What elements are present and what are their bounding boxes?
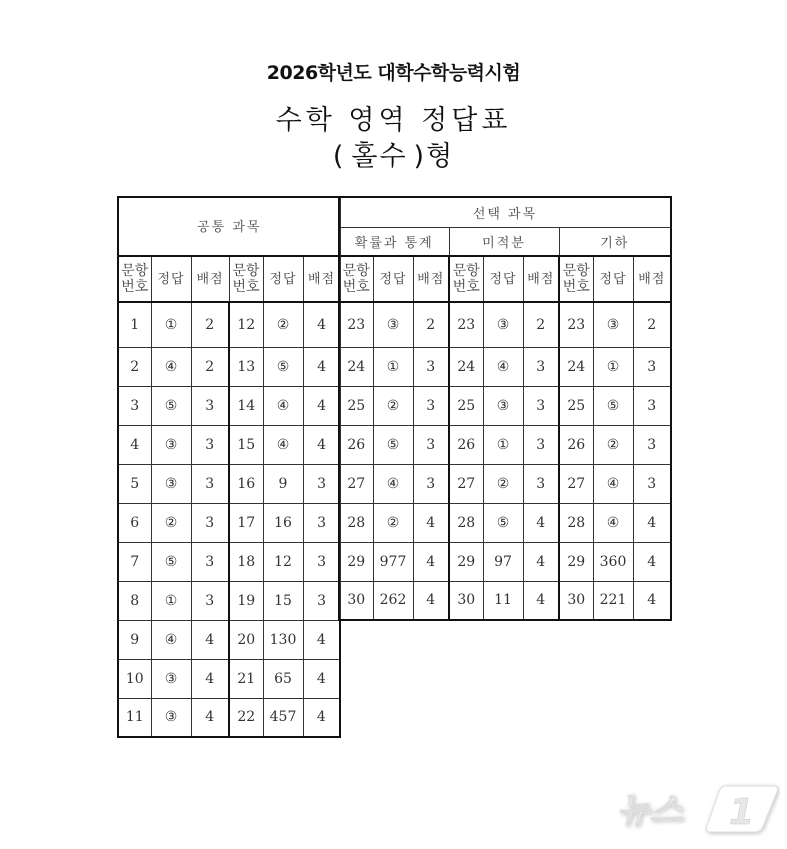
- question-number: 16: [229, 464, 263, 503]
- score-cell: 3: [191, 425, 229, 464]
- answer-cell: ③: [483, 386, 523, 425]
- score-cell: 3: [191, 464, 229, 503]
- score-cell: 4: [191, 659, 229, 698]
- question-number: 27: [449, 464, 483, 503]
- question-number: 28: [339, 503, 373, 542]
- question-number: 8: [118, 581, 151, 620]
- score-cell: 3: [303, 464, 340, 503]
- question-number: 15: [229, 425, 263, 464]
- question-number: 5: [118, 464, 151, 503]
- table-row: [118, 386, 340, 425]
- question-number: 24: [449, 347, 483, 386]
- score-cell: 2: [633, 302, 671, 347]
- score-cell: 3: [191, 581, 229, 620]
- answer-cell: 977: [373, 542, 413, 581]
- question-number: 22: [229, 698, 263, 737]
- question-number: 20: [229, 620, 263, 659]
- score-cell: 3: [303, 542, 340, 581]
- score-cell: 4: [303, 302, 340, 347]
- score-cell: 4: [523, 581, 559, 620]
- answer-cell: ③: [151, 464, 191, 503]
- type-close: )형: [413, 141, 455, 172]
- score-cell: 4: [413, 503, 449, 542]
- score-cell: 3: [191, 386, 229, 425]
- score-cell: 4: [633, 542, 671, 581]
- score-cell: 4: [303, 347, 340, 386]
- table-row: [118, 620, 340, 659]
- answer-cell: 65: [263, 659, 303, 698]
- question-number: 30: [339, 581, 373, 620]
- answer-cell: ④: [263, 425, 303, 464]
- answer-cell: ④: [593, 503, 633, 542]
- col-header-answer: 정답: [483, 256, 523, 302]
- answer-cell: 97: [483, 542, 523, 581]
- answer-cell: ②: [483, 464, 523, 503]
- answer-cell: ⑤: [593, 386, 633, 425]
- question-number: 25: [449, 386, 483, 425]
- question-number: 18: [229, 542, 263, 581]
- score-cell: 4: [303, 620, 340, 659]
- answer-cell: ③: [151, 659, 191, 698]
- col-header-number: 문항 번호: [229, 256, 263, 302]
- col-header-score: 배점: [303, 256, 340, 302]
- col-header-answer: 정답: [593, 256, 633, 302]
- question-number: 25: [339, 386, 373, 425]
- question-number: 4: [118, 425, 151, 464]
- score-cell: 3: [633, 347, 671, 386]
- question-number: 30: [559, 581, 593, 620]
- answer-cell: ④: [373, 464, 413, 503]
- table-row: [339, 464, 671, 503]
- subject-title: 수학 영역 정답표: [275, 105, 512, 136]
- question-number: 28: [449, 503, 483, 542]
- col-header-score: 배점: [633, 256, 671, 302]
- answer-cell: ⑤: [151, 386, 191, 425]
- score-cell: 4: [191, 698, 229, 737]
- elective-subject-header: 선택 과목: [339, 197, 671, 227]
- answer-cell: 457: [263, 698, 303, 737]
- answer-cell: ⑤: [373, 425, 413, 464]
- answer-cell: ③: [151, 425, 191, 464]
- answer-cell: ③: [593, 302, 633, 347]
- question-number: 27: [339, 464, 373, 503]
- table-row: [118, 464, 340, 503]
- col-header-answer: 정답: [151, 256, 191, 302]
- table-row: [339, 581, 671, 620]
- score-cell: 3: [523, 425, 559, 464]
- table-row: [339, 503, 671, 542]
- score-cell: 3: [413, 347, 449, 386]
- question-number: 23: [449, 302, 483, 347]
- answer-cell: ①: [373, 347, 413, 386]
- question-number: 26: [449, 425, 483, 464]
- table-row: [118, 347, 340, 386]
- answer-cell: ③: [373, 302, 413, 347]
- watermark-mark: 1: [729, 792, 755, 833]
- type-open: (: [332, 141, 346, 172]
- table-row: [118, 542, 340, 581]
- table-row: [339, 542, 671, 581]
- col-header-answer: 정답: [263, 256, 303, 302]
- table-row: [118, 659, 340, 698]
- answer-cell: ④: [483, 347, 523, 386]
- common-subject-table: [117, 196, 341, 738]
- answer-cell: ③: [151, 698, 191, 737]
- score-cell: 4: [523, 503, 559, 542]
- question-number: 9: [118, 620, 151, 659]
- score-cell: 4: [303, 659, 340, 698]
- answer-cell: 221: [593, 581, 633, 620]
- question-number: 29: [449, 542, 483, 581]
- question-number: 24: [339, 347, 373, 386]
- elective-probability-statistics: 확률과 통계: [339, 227, 449, 256]
- question-number: 14: [229, 386, 263, 425]
- answer-cell: ⑤: [151, 542, 191, 581]
- question-number: 13: [229, 347, 263, 386]
- answer-cell: 9: [263, 464, 303, 503]
- question-number: 6: [118, 503, 151, 542]
- answer-cell: ③: [483, 302, 523, 347]
- answer-cell: ④: [593, 464, 633, 503]
- col-header-answer: 정답: [373, 256, 413, 302]
- table-row: [339, 425, 671, 464]
- question-number: 24: [559, 347, 593, 386]
- answer-cell: ②: [593, 425, 633, 464]
- question-number: 12: [229, 302, 263, 347]
- question-number: 26: [559, 425, 593, 464]
- score-cell: 3: [191, 503, 229, 542]
- score-cell: 4: [633, 581, 671, 620]
- table-row: [118, 503, 340, 542]
- score-cell: 4: [523, 542, 559, 581]
- question-number: 23: [559, 302, 593, 347]
- question-number: 10: [118, 659, 151, 698]
- col-header-number: 문항 번호: [559, 256, 593, 302]
- answer-cell: 12: [263, 542, 303, 581]
- score-cell: 4: [413, 542, 449, 581]
- answer-cell: ①: [151, 581, 191, 620]
- score-cell: 2: [191, 347, 229, 386]
- question-number: 30: [449, 581, 483, 620]
- score-cell: 2: [523, 302, 559, 347]
- score-cell: 3: [633, 464, 671, 503]
- question-number: 23: [339, 302, 373, 347]
- question-number: 29: [559, 542, 593, 581]
- exam-title: 2026학년도 대학수학능력시험: [266, 62, 521, 84]
- elective-geometry: 기하: [559, 227, 671, 256]
- answer-cell: ②: [373, 503, 413, 542]
- news1-watermark-logo: [615, 778, 780, 838]
- answer-cell: 360: [593, 542, 633, 581]
- score-cell: 3: [633, 386, 671, 425]
- table-row: [339, 347, 671, 386]
- score-cell: 3: [413, 425, 449, 464]
- col-header-score: 배점: [523, 256, 559, 302]
- table-row: [118, 581, 340, 620]
- table-row: [118, 698, 340, 737]
- score-cell: 3: [303, 503, 340, 542]
- score-cell: 3: [633, 425, 671, 464]
- elective-subject-table: [338, 196, 672, 621]
- col-header-number: 문항 번호: [449, 256, 483, 302]
- table-row: [118, 302, 340, 347]
- question-number: 28: [559, 503, 593, 542]
- question-number: 1: [118, 302, 151, 347]
- score-cell: 4: [633, 503, 671, 542]
- answer-cell: ④: [151, 347, 191, 386]
- answer-cell: ①: [483, 425, 523, 464]
- score-cell: 2: [413, 302, 449, 347]
- table-row: [118, 425, 340, 464]
- col-header-score: 배점: [413, 256, 449, 302]
- answer-cell: 11: [483, 581, 523, 620]
- question-number: 25: [559, 386, 593, 425]
- score-cell: 3: [523, 347, 559, 386]
- answer-cell: 130: [263, 620, 303, 659]
- score-cell: 3: [523, 464, 559, 503]
- score-cell: 4: [303, 386, 340, 425]
- answer-cell: ①: [151, 302, 191, 347]
- score-cell: 3: [413, 464, 449, 503]
- answer-cell: ②: [373, 386, 413, 425]
- question-number: 26: [339, 425, 373, 464]
- question-number: 11: [118, 698, 151, 737]
- score-cell: 3: [191, 542, 229, 581]
- table-row: [339, 386, 671, 425]
- question-number: 17: [229, 503, 263, 542]
- answer-cell: 15: [263, 581, 303, 620]
- score-cell: 2: [191, 302, 229, 347]
- question-number: 29: [339, 542, 373, 581]
- type-name: 홀수: [351, 141, 408, 172]
- score-cell: 4: [303, 698, 340, 737]
- table-row: [339, 302, 671, 347]
- elective-calculus: 미적분: [449, 227, 559, 256]
- question-number: 2: [118, 347, 151, 386]
- score-cell: 3: [523, 386, 559, 425]
- col-header-score: 배점: [191, 256, 229, 302]
- question-number: 27: [559, 464, 593, 503]
- answer-cell: ④: [151, 620, 191, 659]
- answer-cell: ⑤: [483, 503, 523, 542]
- question-number: 3: [118, 386, 151, 425]
- score-cell: 4: [191, 620, 229, 659]
- answer-cell: ⑤: [263, 347, 303, 386]
- question-number: 19: [229, 581, 263, 620]
- score-cell: 3: [303, 581, 340, 620]
- score-cell: 3: [413, 386, 449, 425]
- col-header-number: 문항 번호: [339, 256, 373, 302]
- answer-cell: ①: [593, 347, 633, 386]
- answer-cell: 16: [263, 503, 303, 542]
- score-cell: 4: [303, 425, 340, 464]
- common-subject-header: 공통 과목: [118, 197, 340, 256]
- question-number: 7: [118, 542, 151, 581]
- col-header-number: 문항 번호: [118, 256, 151, 302]
- answer-cell: ②: [151, 503, 191, 542]
- answer-cell: 262: [373, 581, 413, 620]
- exam-type: [0, 134, 787, 173]
- score-cell: 4: [413, 581, 449, 620]
- answer-cell: ②: [263, 302, 303, 347]
- question-number: 21: [229, 659, 263, 698]
- answer-cell: ④: [263, 386, 303, 425]
- watermark-text: 뉴스: [617, 791, 683, 831]
